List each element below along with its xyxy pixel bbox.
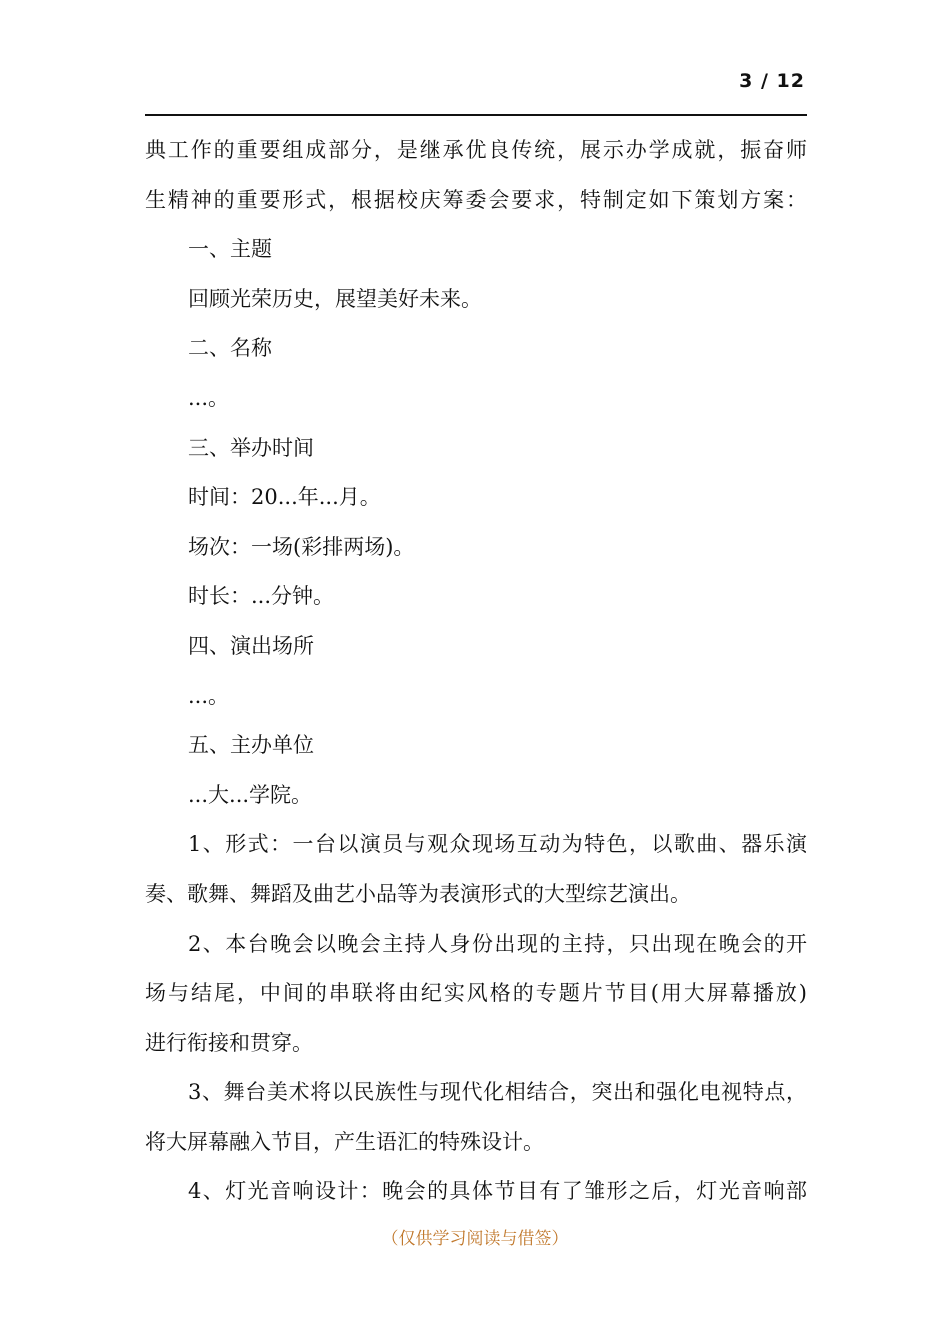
paragraph-line: 3、舞台美术将以民族性与现代化相结合，突出和强化电视特点， <box>188 1080 807 1105</box>
paragraph-line: ...大...学院。 <box>188 782 313 807</box>
page-number: 3 / 12 <box>739 70 805 92</box>
paragraph-line: 回顾光荣历史，展望美好未来。 <box>188 286 482 311</box>
header-rule <box>145 114 807 116</box>
section-heading-name: 二、名称 <box>188 336 272 361</box>
paragraph-line: 典工作的重要组成部分，是继承优良传统，展示办学成就，振奋师 <box>145 138 807 162</box>
paragraph-line: 进行衔接和贯穿。 <box>145 1030 313 1055</box>
paragraph-line: 奏、歌舞、舞蹈及曲艺小品等为表演形式的大型综艺演出。 <box>145 881 691 906</box>
paragraph-line: 4、灯光音响设计：晚会的具体节目有了雏形之后，灯光音响部 <box>188 1179 807 1204</box>
paragraph-line: 场次：一场(彩排两场)。 <box>188 534 415 559</box>
paragraph-line: 生精神的重要形式，根据校庆筹委会要求，特制定如下策划方案： <box>145 187 807 212</box>
paragraph-line: 时长：...分钟。 <box>188 584 335 609</box>
section-heading-time: 三、举办时间 <box>188 435 314 460</box>
paragraph-line: ...。 <box>188 385 230 410</box>
paragraph-line: ...。 <box>188 683 230 708</box>
section-heading-organizer: 五、主办单位 <box>188 733 314 758</box>
paragraph-line: 场与结尾，中间的串联将由纪实风格的专题片节目(用大屏幕播放) <box>145 981 807 1006</box>
paragraph-line: 1、形式：一台以演员与观众现场互动为特色，以歌曲、器乐演 <box>188 832 807 857</box>
paragraph-line: 时间：20...年...月。 <box>188 485 381 510</box>
document-body <box>145 126 807 1217</box>
footer-note: （仅供学习阅读与借签） <box>381 1229 569 1249</box>
paragraph-line: 2、本台晚会以晚会主持人身份出现的主持，只出现在晚会的开 <box>188 931 807 956</box>
section-heading-venue: 四、演出场所 <box>188 633 314 658</box>
paragraph-line: 将大屏幕融入节目，产生语汇的特殊设计。 <box>145 1129 544 1154</box>
section-heading-theme: 一、主题 <box>188 237 272 262</box>
